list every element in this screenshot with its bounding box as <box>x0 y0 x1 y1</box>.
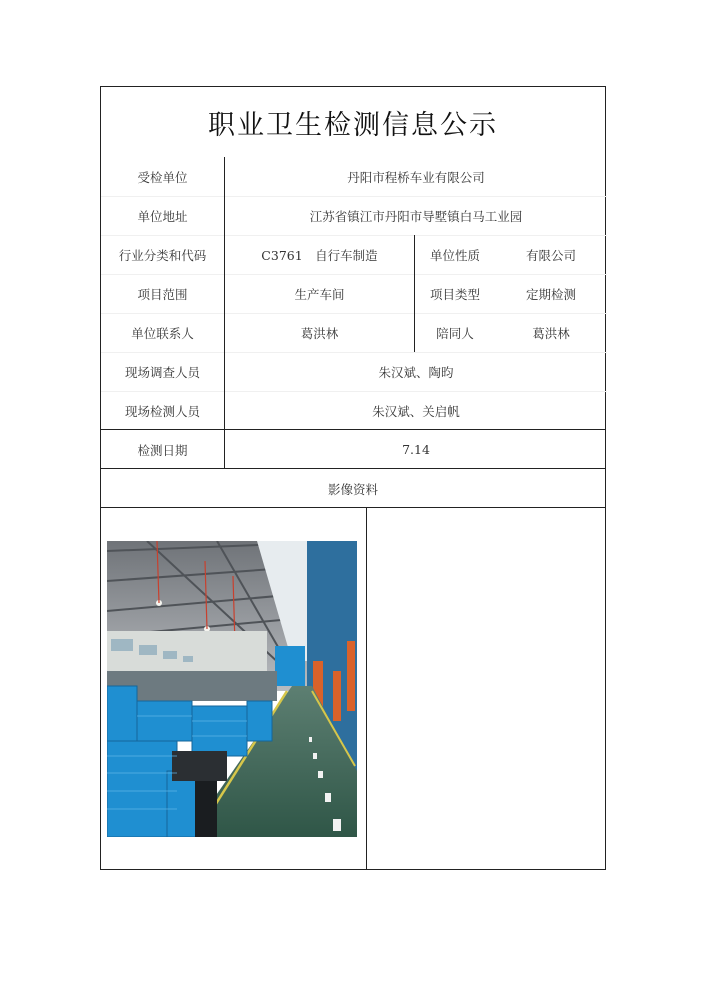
company-value: 丹阳市程桥车业有限公司 <box>347 169 485 185</box>
images-header-bottom-border <box>101 507 605 508</box>
scope-label: 项目范围 <box>137 286 188 302</box>
image-column-divider <box>366 507 367 869</box>
type-value: 定期检测 <box>525 286 576 302</box>
scope-value: 生产车间 <box>294 286 345 302</box>
address-value: 江苏省镇江市丹阳市导墅镇白马工业园 <box>309 208 523 224</box>
date-value: 7.14 <box>402 442 430 457</box>
company-row <box>101 157 605 196</box>
industry-label: 行业分类和代码 <box>118 247 207 263</box>
images-header: 影像资料 <box>327 481 378 497</box>
escort-label: 陪同人 <box>436 325 474 341</box>
date-label: 检测日期 <box>137 442 188 458</box>
address-label: 单位地址 <box>137 208 188 224</box>
escort-value: 葛洪林 <box>532 325 570 341</box>
date-row <box>101 430 605 469</box>
nature-label: 单位性质 <box>429 247 480 263</box>
workshop-photo <box>107 541 357 837</box>
industry-row <box>101 235 605 274</box>
industry-value: C3761 自行车制造 <box>261 247 378 263</box>
info-disclosure-form <box>100 86 606 870</box>
address-row <box>101 196 605 235</box>
contact-value: 葛洪林 <box>300 325 339 341</box>
contact-label: 单位联系人 <box>131 325 194 341</box>
company-label: 受检单位 <box>137 169 188 185</box>
page-title: 职业卫生检测信息公示 <box>208 109 498 141</box>
sampling-value: 朱汉斌、关启帆 <box>372 403 460 419</box>
contact-row <box>101 313 605 352</box>
scope-row <box>101 274 605 313</box>
survey-label: 现场调查人员 <box>124 364 200 380</box>
survey-value: 朱汉斌、陶昀 <box>378 364 454 380</box>
sampling-label: 现场检测人员 <box>124 403 200 419</box>
nature-value: 有限公司 <box>525 247 576 263</box>
sampling-row <box>101 391 605 430</box>
type-label: 项目类型 <box>429 286 480 302</box>
survey-row <box>101 352 605 391</box>
images-header-row <box>101 469 605 508</box>
factory-workshop-image <box>107 541 357 837</box>
